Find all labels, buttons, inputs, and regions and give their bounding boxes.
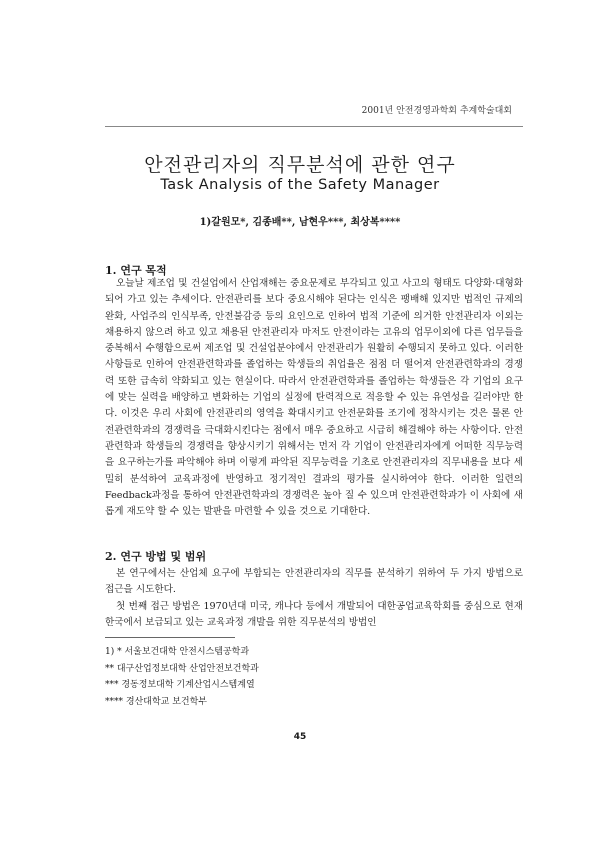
footnote: **** 경산대학교 보건학부	[105, 696, 207, 707]
footnote: ** 대구산업정보대학 산업안전보건학과	[105, 663, 259, 674]
section-heading-purpose: 1. 연구 목적	[105, 264, 167, 277]
paragraph: 오늘날 제조업 및 건설업에서 산업재해는 중요문제로 부각되고 있고 사고의 형태도 다양화·대형화되어 가고 있는 추세이다. 안전관리를 보다 중요시해야 된다는 인식은 팽배해 있지만 법적인 규제의 완화, 사업주의 인식부족, 안전불감증 등의 요인으로 인하여 법적 기준에 의거한 안전관리자 이외는 채용하지 않으려 하고 있고 채용된 안전관리자 마저도 안전이라는 고유의 업무이외에 다른 업무들을 중복해서 수행함으로써 제조업 및 건설업분야에서 안전관리가 원활히 수행되지 못하고 있다. 이러한 사항들로 인하여 안전관련학과를 졸업하는 학생들의 취업율은 점점 더 떨어져 안전관련학과의 경쟁력 또한 급속히 약화되고 있는 현실이다. 따라서 안전관련학과를 졸업하는 학생들은 각 기업의 요구에 맞는 실력을 배양하고 변화하는 기업의 실정에 탄력적으로 적응할 수 있는 유연성을 길러야만 한다. 이것은 우리 사회에 안전관리의 영역을 확대시키고 안전문화를 조기에 정착시키는 것은 물론 안전관련학과의 경쟁력을 극대화시킨다는 점에서 매우 중요하고 시급히 해결해야 하는 사항이다. 안전관련학과 학생들의 경쟁력을 향상시키기 위해서는 먼저 각 기업이 안전관리자에게 어떠한 직무능력을 요구하는가를 파악해야 하며 이렇게 파악된 직무능력을 기초로 안전관리자의 직무내용을 보다 세밀히 분석하여 교육과정에 반영하고 정기적인 결과의 평가를 실시하여야 한다. 이러한 일련의 Feedback과정을 통하여 안전관련학과의 경쟁력은 높아 질 수 있으며 안전관련학과가 이 사회에 새롭게 재도약 할 수 있는 발판을 마련할 수 있을 것으로 기대한다.	[105, 278, 523, 518]
header-rule	[105, 126, 523, 127]
page-number: 45	[293, 732, 307, 742]
title-korean: 안전관리자의 직무분석에 관한 연구	[144, 154, 456, 176]
section-body-method	[105, 566, 523, 631]
footnotes	[105, 644, 259, 710]
footnote-rule	[105, 637, 235, 638]
paragraph: 첫 번째 접근 방법은 1970년대 미국, 캐나다 등에서 개발되어 대한공업교육학회를 중심으로 현재 한국에서 보급되고 있는 교육과정 개발을 위한 직무분석의 방법인	[105, 600, 523, 628]
paragraph: 본 연구에서는 산업체 요구에 부합되는 안전관리자의 직무를 분석하기 위하여 두 가지 방법으로 접근을 시도한다.	[105, 568, 523, 596]
footnote: 1) * 서울보건대학 안전시스템공학과	[105, 647, 250, 657]
author-list: 1)갈원모*, 김종배**, 남현우***, 최상복****	[199, 217, 401, 228]
title-english: Task Analysis of the Safety Manager	[160, 177, 440, 193]
section-heading-method: 2. 연구 방법 및 범위	[105, 550, 207, 563]
conference-header: 2001년 안전경영과학회 추계학술대회	[361, 106, 512, 116]
section-body-purpose	[105, 276, 523, 520]
footnote: *** 경동정보대학 기계산업시스템계열	[105, 680, 255, 690]
